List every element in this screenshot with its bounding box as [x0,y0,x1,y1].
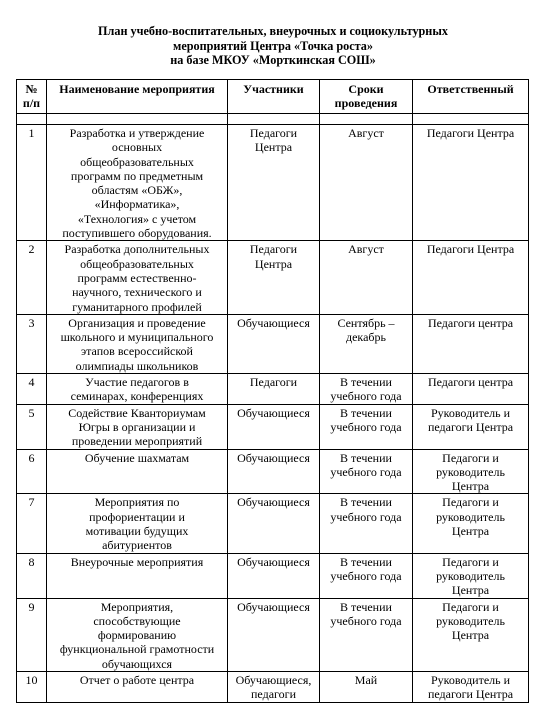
table-row [17,494,529,553]
cell-event-name [47,553,228,598]
cell-dates-line: В течении [340,554,392,569]
cell-number: 5 [17,404,47,449]
cell-dates-line: учебного года [330,509,402,524]
cell-responsible-line: педагоги Центра [427,687,514,702]
cell-responsible-line: руководитель [436,509,505,524]
table-row [17,125,529,241]
title-line-1: План учебно-воспитательных, внеурочных и социокультурных [98,24,448,38]
cell-dates [320,553,413,598]
cell-participants [228,553,320,598]
cell-responsible [413,598,529,671]
cell-event-name-line: Обучение шахматам [84,450,190,465]
cell-dates-line: Май [354,672,378,687]
cell-event-name-line: общеобразовательных [80,154,194,169]
cell-responsible [413,671,529,702]
cell-event-name-line: «Информатика», [94,197,180,212]
cell-dates [320,494,413,553]
cell-event-name [47,374,228,405]
cell-dates-line: В течении [340,599,392,614]
cell-dates-line: учебного года [330,464,402,479]
cell-number: 9 [17,598,47,671]
cell-participants-line: Педагоги [249,126,298,140]
table-row [17,241,529,314]
cell-responsible [413,241,529,314]
cell-participants-line: Обучающиеся [237,450,310,465]
cell-responsible-line: Педагоги Центра [426,242,515,257]
cell-participants [228,241,320,314]
cell-event-name-line: гуманитарного профилей [72,299,202,314]
table-body [17,114,529,703]
table-row [17,671,529,702]
cell-responsible-line: Руководитель и [430,672,511,687]
cell-responsible-line: Центра [451,583,490,598]
cell-dates-line: Август [348,126,384,140]
cell-participants [228,494,320,553]
cell-event-name [47,314,228,373]
cell-event-name-line: Разработка и утверждение [69,126,205,140]
cell-responsible-line: руководитель [436,568,505,583]
cell-responsible [413,125,529,241]
cell-event-name-line: «Технология» с учетом [77,211,197,226]
cell-participants-line: Обучающиеся [237,599,310,614]
cell-responsible [413,553,529,598]
cell-participants-line: Обучающиеся [237,315,310,330]
cell-event-name-line: профориентации и [89,509,185,524]
cell-participants-line: Педагоги [249,242,298,257]
cell-participants [228,125,320,241]
cell-dates [320,125,413,241]
empty-spacer-row [17,114,529,125]
cell-dates-line: Сентябрь – [337,315,395,330]
cell-responsible-line: руководитель [436,464,505,479]
cell-responsible-line: Педагоги центра [427,375,514,390]
cell-event-name-line: Югры в организации и [78,419,196,434]
cell-participants-line: Педагоги [249,375,298,390]
cell-dates [320,374,413,405]
cell-responsible-line: Педагоги Центра [426,126,515,140]
cell-event-name-line: олимпиады школьников [75,358,199,373]
cell-responsible [413,404,529,449]
cell-dates-line: В течении [340,495,392,510]
cell-responsible-line: Педагоги и [442,554,499,569]
cell-participants-line: Обучающиеся [237,405,310,420]
cell-event-name-line: этапов всероссийской [81,344,193,359]
cell-responsible-line: Педагоги и [442,450,499,465]
cell-dates-line: учебного года [330,568,402,583]
cell-event-name-line: Содействие Кванториумам [68,405,206,420]
cell-responsible [413,494,529,553]
cell-responsible-line: Педагоги и [442,599,499,614]
events-plan-table [16,79,529,703]
cell-responsible-line: Центра [451,479,490,494]
cell-event-name [47,671,228,702]
cell-responsible-line: Педагоги и [442,495,499,510]
cell-event-name [47,125,228,241]
cell-event-name-line: Отчет о работе центра [79,672,195,687]
cell-event-name-line: основных [111,140,163,155]
cell-event-name-line: школьного и муниципального [60,330,214,345]
table-row [17,314,529,373]
cell-responsible-line: Центра [451,524,490,539]
cell-participants-line: Обучающиеся [237,495,310,510]
cell-event-name-line: программ по предметным [70,168,204,183]
cell-event-name [47,598,228,671]
cell-dates-line: Август [348,242,384,257]
cell-event-name-line: областям «ОБЖ», [91,183,183,198]
cell-event-name-line: абитуриентов [102,538,172,553]
cell-event-name-line: проведении мероприятий [71,434,203,449]
cell-dates-line: учебного года [330,613,402,628]
cell-dates [320,314,413,373]
cell-event-name-line: общеобразовательных [80,256,194,271]
cell-responsible-line: Руководитель и [430,405,511,420]
cell-event-name-line: формированию [97,628,177,643]
cell-number: 4 [17,374,47,405]
cell-event-name-line: обучающихся [101,656,173,671]
cell-participants [228,671,320,702]
cell-participants [228,449,320,494]
title-line-2: мероприятий Центра «Точка роста» [173,38,373,53]
cell-dates-line: В течении [340,450,392,465]
cell-participants [228,404,320,449]
cell-responsible [413,314,529,373]
cell-event-name-line: Участие педагогов в [85,375,189,390]
table-header-row [17,80,529,114]
table-row [17,404,529,449]
cell-participants-line: Обучающиеся [237,554,310,569]
cell-dates [320,404,413,449]
header-participants: Участники [228,80,320,114]
cell-event-name-line: мотивации будущих [85,524,189,539]
cell-event-name-line: функциональной грамотности [59,642,215,657]
cell-number: 6 [17,449,47,494]
cell-participants-line: Центра [254,140,293,155]
cell-event-name-line: Мероприятия, [100,599,174,614]
cell-event-name-line: семинарах, конференциях [70,389,204,404]
cell-participants-line: Центра [254,256,293,271]
cell-participants [228,314,320,373]
cell-participants [228,598,320,671]
cell-dates-line: В течении [340,405,392,420]
header-dates: Сроки проведения [320,80,413,114]
cell-participants-line: педагоги [251,687,296,702]
cell-event-name-line: научного, технического и [72,285,202,300]
cell-responsible-line: педагоги Центра [427,419,514,434]
cell-event-name [47,494,228,553]
cell-number: 7 [17,494,47,553]
header-responsible: Ответственный [413,80,529,114]
cell-event-name-line: Организация и проведение [68,315,206,330]
cell-dates-line: В течении [340,375,392,390]
title-line-3: на базе МКОУ «Морткинская СОШ» [170,53,376,68]
cell-dates [320,241,413,314]
cell-event-name [47,449,228,494]
cell-event-name [47,404,228,449]
cell-responsible-line: Педагоги центра [427,315,514,330]
cell-dates-line: учебного года [330,419,402,434]
cell-event-name-line: Мероприятия по [94,495,180,510]
cell-responsible [413,374,529,405]
cell-dates [320,449,413,494]
cell-dates-line: учебного года [330,389,402,404]
cell-event-name-line: Внеурочные мероприятия [70,554,204,569]
cell-dates-line: декабрь [346,330,386,345]
document-title [0,24,546,68]
cell-number: 1 [17,125,47,241]
cell-responsible [413,449,529,494]
cell-dates [320,598,413,671]
header-number: № п/п [17,80,47,114]
cell-number: 3 [17,314,47,373]
header-event-name: Наименование мероприятия [47,80,228,114]
table-row [17,598,529,671]
cell-responsible-line: Центра [451,628,490,643]
table-row [17,449,529,494]
cell-participants-line: Обучающиеся, [235,672,312,687]
cell-responsible-line: руководитель [436,613,505,628]
cell-number: 10 [17,671,47,702]
cell-event-name-line: способствующие [93,613,181,628]
cell-event-name-line: поступившего оборудования. [62,226,212,241]
cell-number: 2 [17,241,47,314]
cell-event-name [47,241,228,314]
cell-dates [320,671,413,702]
table-row [17,553,529,598]
cell-number: 8 [17,553,47,598]
cell-event-name-line: программ естественно- [77,270,197,285]
cell-participants [228,374,320,405]
cell-event-name-line: Разработка дополнительных [64,242,210,257]
table-row [17,374,529,405]
